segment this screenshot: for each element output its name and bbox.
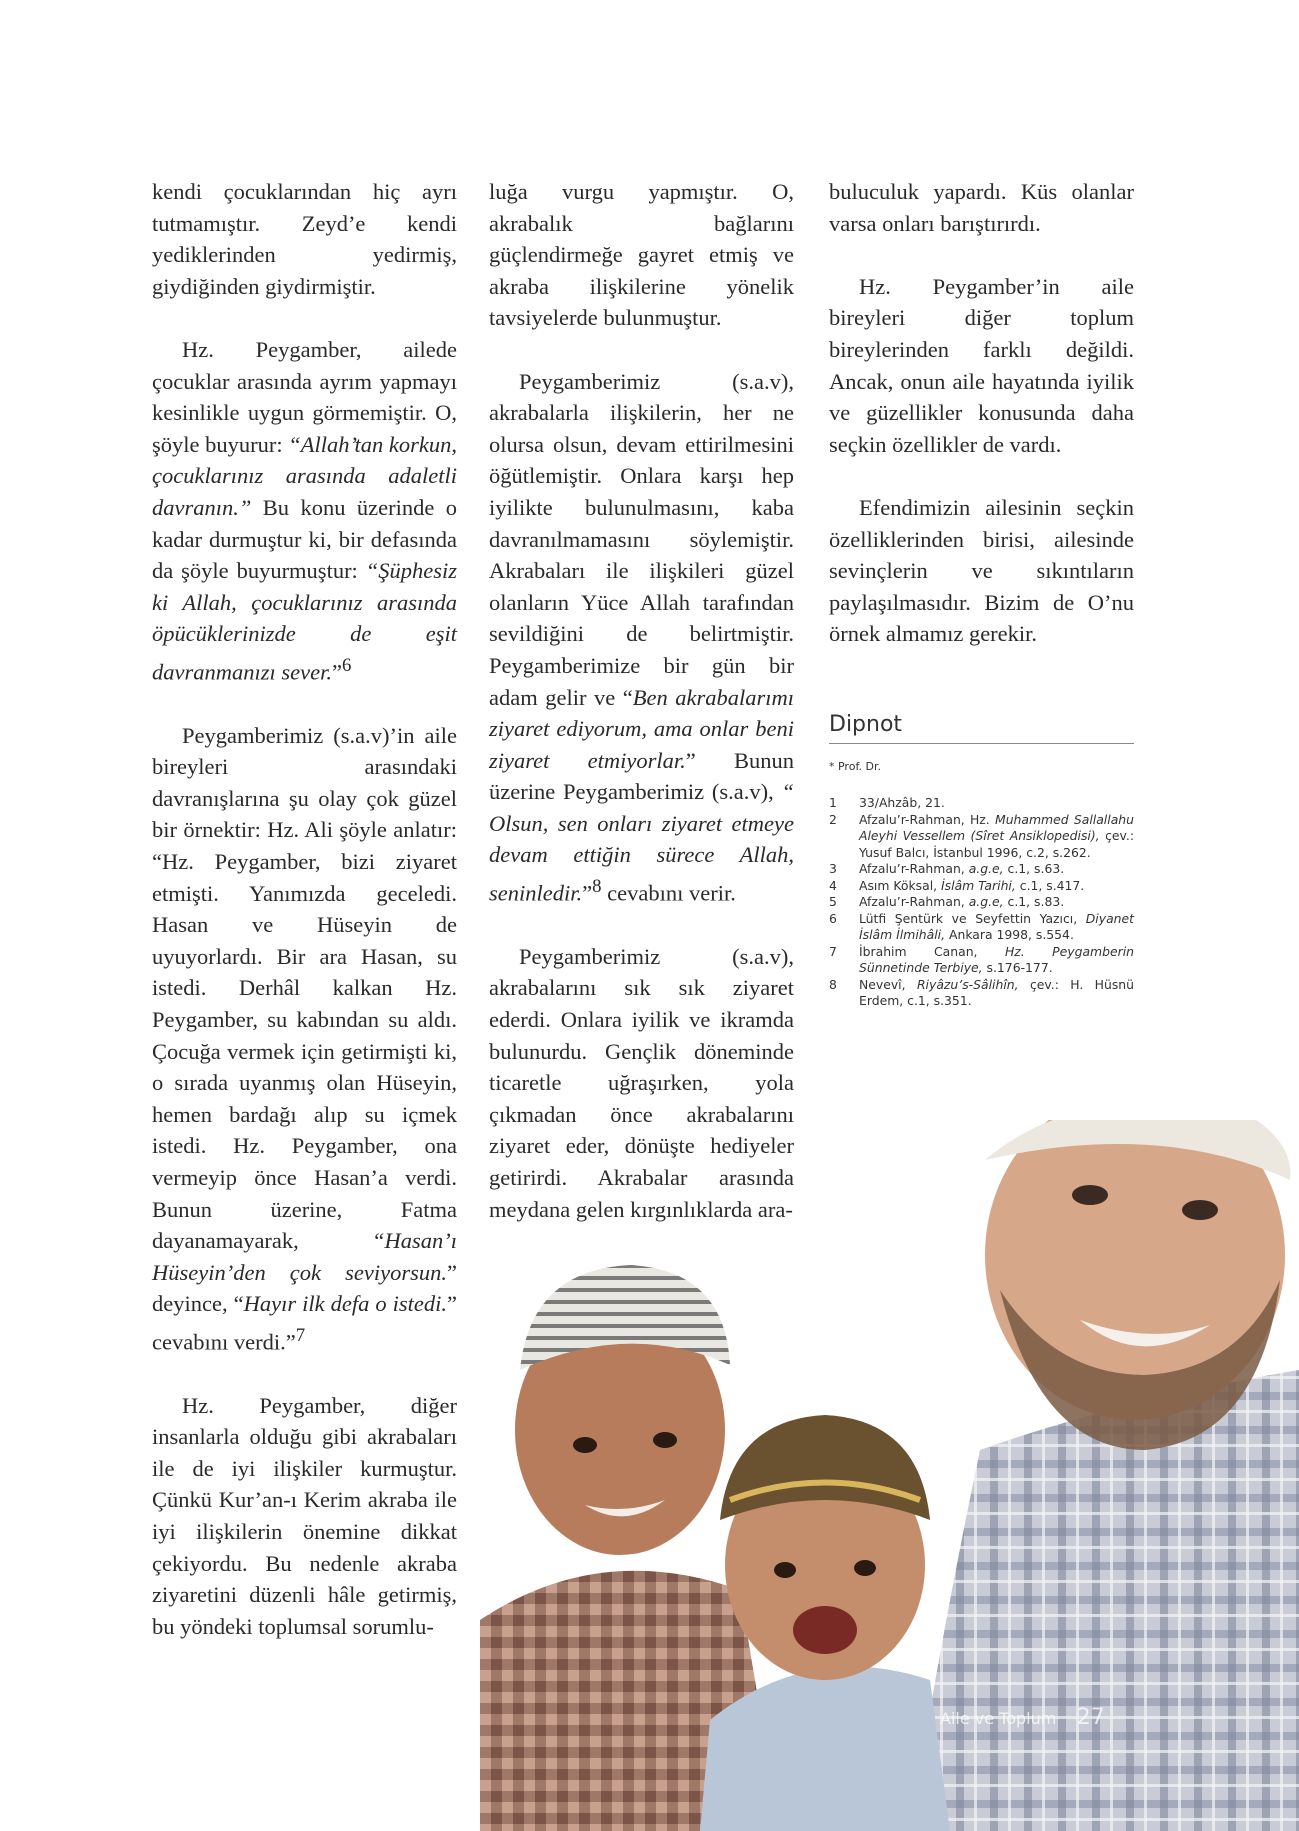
- footnote-item: 3 Afzalu’r-Rahman, a.g.e, c.1, s.63.: [829, 861, 1065, 876]
- footnote-item: 7 İbrahim Canan, Hz. Peygamberin Sünnetinde Terbiye, s.176-177.: [829, 943, 1134, 975]
- paragraph: Hz. Peygamber’in aile bireyleri diğer toplum bireylerinden farklı değildi. Ancak, onun aile hayatında iyilik ve güzellikler konusunda daha seçkin özellikler de vardı.: [829, 273, 1134, 457]
- paragraph: Peygamberimiz (s.a.v), akrabalarını sık sık ziyaret ederdi. Onlara iyilik ve ikramda bulunurdu. Gençlik döneminde ticaretle uğraşırken, yola çıkmadan önce akrabalarını ziyaret eder, dönüşte hediyeler getirirdi. Akrabalar arasında meydana gelen kırgınlıklarda ara-: [489, 943, 794, 1222]
- quote: Ben akrabalarımı ziyaret ediyorum, ama onlar beni ziyaret etmiyorlar.: [489, 684, 795, 773]
- hadith-quote: “Şüphesiz ki Allah, çocuklarınız arasında öpücüklerinizde de eşit davranmanızı sever.: [152, 558, 457, 685]
- paragraph: Efendimizin ailesinin seçkin özelliklerinden birisi, ailesinde sevinçlerin ve sıkıntıların paylaşılmasıdır. Bizim de O’nu örnek almamız gerekir.: [829, 494, 1134, 647]
- quote: Hayır ilk defa o istedi.: [243, 1291, 447, 1317]
- paragraph: Hz. Peygamber, ailede çocuklar arasında ayrım yapmayı kesinlikle uygun görmemiştir. O, şöyle buyurur: “Allah’tan korkun, çocuklarınız arasında adaletli davranın.” Bu konu üzerinde o kadar durmuştur ki, bir defasında da şöyle buyurmuştur: “Şüphesiz ki Allah, çocuklarınız arasında öpücüklerinizde de eşit davranmanızı sever.”$^6$: [152, 336, 457, 685]
- right-child-mouth: [793, 1606, 857, 1654]
- hadith-quote: “Allah’tan korkun, çocuklarınız arasında adaletli davranın.”: [152, 431, 457, 520]
- paragraph: Peygamberimiz (s.a.v)’in aile bireyleri arasındaki davranışlarına şu olay çok güzel bir örnektir: Hz. Ali şöyle anlatır: “Hz. Peygamber, bizi ziyaret etmişti. Yanımızda geceledi. Hasan ve Hüseyin de uyuyorlardı. Bir ara Hasan, su istedi. Derhâl kalkan Hz. Peygamber, su kabından su aldı. Çocuğa vermek için getirmişti ki, o sırada uyanmış olan Hüseyin, hemen bardağı alıp su içmek istedi. Hz. Peygamber, ona vermeyip önce Hasan’a verdi. Bunun üzerine, Fatma dayanamayarak, “Hasan’ı Hüseyin’den çok seviyorsun.” deyince, “Hayır ilk defa o istedi.” cevabını verdi.”$^7$: [152, 722, 457, 1355]
- author-title-note: * Prof. Dr.: [829, 760, 881, 773]
- footnote-item: 6 Lütfi Şentürk ve Seyfettin Yazıcı, Diyanet İslâm İlmihâli, Ankara 1998, s.554.: [829, 910, 1134, 942]
- footnote-item: 1 33/Ahzâb, 21.: [829, 795, 945, 810]
- column-3: [829, 176, 1134, 650]
- paragraph: Peygamberimiz (s.a.v), akrabalarla ilişkilerin, her ne olursa olsun, devam ettirilmesini öğütlemiştir. Onlara karşı hep iyilikte bulunulmasını, kaba davranılmamasını söylemiştir. Akrabaları ile ilişkileri güzel olanların Yüce Allah tarafından sevildiğini de belirtmiştir. Peygamberimize bir gün bir adam gelir ve “Ben akrabalarımı ziyaret ediyorum, ama onlar beni ziyaret etmiyorlar.” Bunun üzerine Peygamberimiz (s.a.v), “ Olsun, sen onları ziyaret etmeye devam ettiğin sürece Allah, seninledir.”$^8$ cevabını verir.: [489, 368, 795, 906]
- family-photo: [480, 1120, 1299, 1831]
- footnote-item: 2 Afzalu’r-Rahman, Hz. Muhammed Sallallahu Aleyhi Vessellem (Sîret Ansiklopedisi), çev.: Yusuf Balcı, İstanbul 1996, c.2, s.262.: [829, 811, 1134, 860]
- paragraph: Hz. Peygamber, diğer insanlarla olduğu gibi akrabaları ile de iyi ilişkiler kurmuştur. Çünkü Kur’an-ı Kerim akraba ile iyi ilişkilerin önemine dikkat çekiyordu. Bu nedenle akraba ziyaretini düzenli hâle getirmiş, bu yöndeki toplumsal sorumlu-: [152, 1392, 457, 1639]
- hadith-quote: “ Olsun, sen onları ziyaret etmeye devam ettiğin sürece Allah, seninledir.: [489, 779, 794, 906]
- footnote-ref: 8: [592, 876, 602, 898]
- footnotes-title: Dipnot: [829, 712, 1134, 744]
- footnote-item: 4 Asım Köksal, İslâm Tarihi, c.1, s.417.: [829, 877, 1085, 893]
- footnote-ref: 6: [341, 654, 352, 676]
- column-1: [152, 176, 457, 1642]
- magazine-name: Aile ve Toplum: [940, 1709, 1057, 1728]
- quote: “Hasan’ı Hüseyin’den çok seviyorsun.: [152, 1228, 457, 1285]
- footnote-list: [829, 795, 1134, 1010]
- footnote-item: 5 Afzalu’r-Rahman, a.g.e, c.1, s.83.: [829, 894, 1065, 909]
- paragraph: buluculuk yapardı. Küs olanlar varsa onları barıştırırdı.: [829, 179, 1134, 236]
- footnote-item: 8 Nevevî, Riyâzu’s-Sâlihîn, çev.: H. Hüsnü Erdem, c.1, s.351.: [829, 976, 1134, 1008]
- footnote-ref: 7: [295, 1324, 306, 1346]
- paragraph: kendi çocuklarından hiç ayrı tutmamıştır. Zeyd’e kendi yediklerinden yedirmiş, giydiğinden giydirmiştir.: [152, 179, 457, 299]
- page-number: 27: [1076, 1705, 1105, 1730]
- paragraph: luğa vurgu yapmıştır. O, akrabalık bağlarını güçlendirmeğe gayret etmiş ve akraba ilişkilerine yönelik tavsiyelerde bulunmuştur.: [489, 179, 794, 331]
- page-footer: [940, 1705, 1105, 1730]
- column-2: [489, 176, 794, 1225]
